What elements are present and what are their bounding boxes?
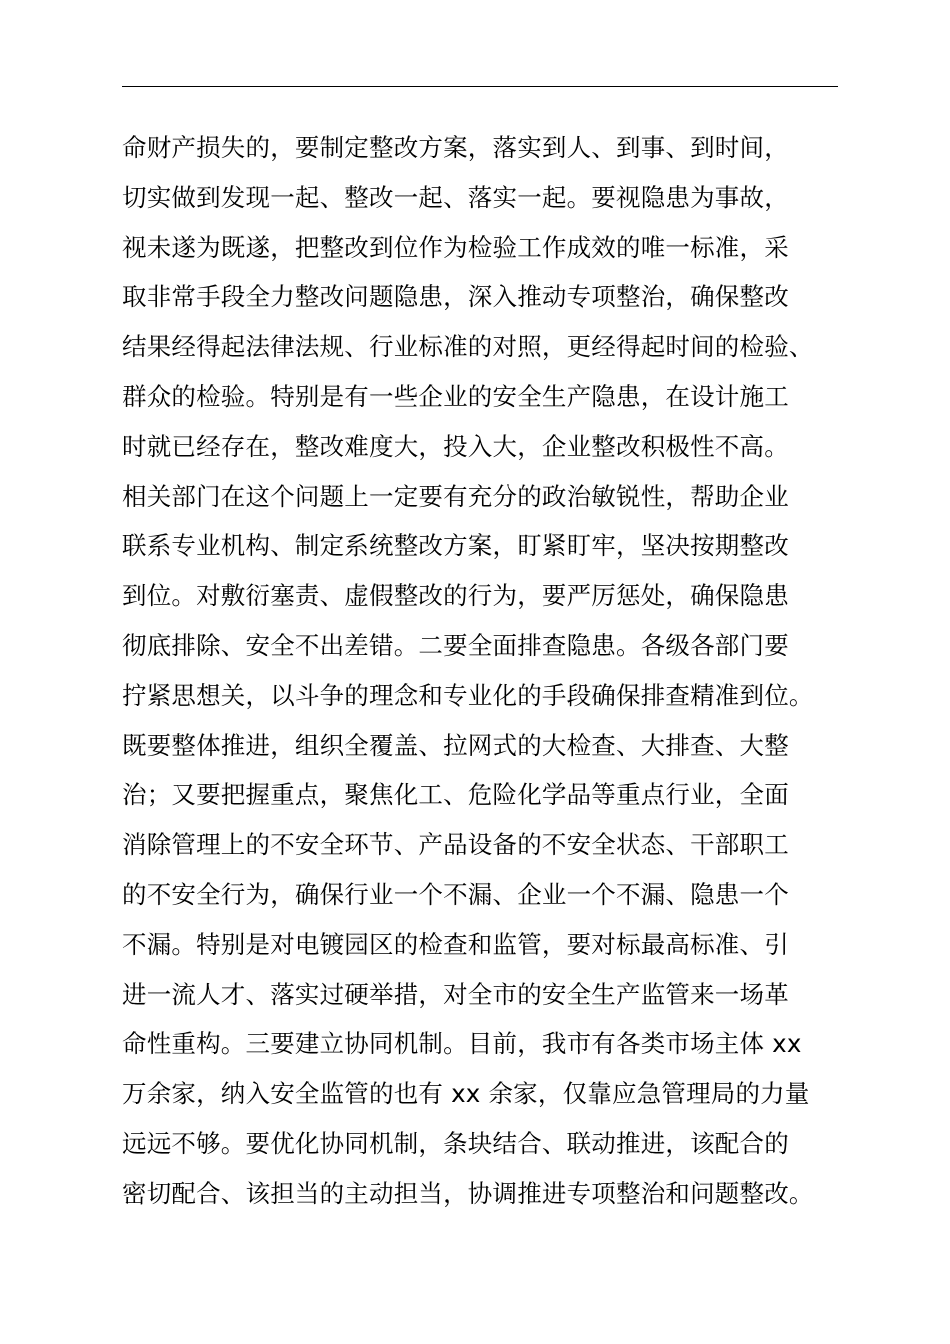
- text-line: 视未遂为既遂，把整改到位作为检验工作成效的唯一标准，采: [122, 232, 789, 262]
- text-line: 命财产损失的，要制定整改方案，落实到人、到事、到时间，: [122, 133, 789, 162]
- text-line: 命性重构。三要建立协同机制。目前，我市有各类市场主体 xx: [122, 1029, 802, 1059]
- text-line: 不漏。特别是对电镀园区的检查和监管，要对标最高标准、引: [122, 929, 789, 959]
- text-line: 结果经得起法律法规、行业标准的对照，更经得起时间的检验、: [122, 332, 814, 362]
- text-line: 相关部门在这个问题上一定要有充分的政治敏锐性，帮助企业: [122, 481, 789, 511]
- text-line: 到位。对敷衍塞责、虚假整改的行为，要严厉惩处，确保隐患: [122, 581, 789, 611]
- text-line: 治；又要把握重点，聚焦化工、危险化学品等重点行业，全面: [122, 780, 789, 810]
- text-line: 切实做到发现一起、整改一起、落实一起。要视隐患为事故，: [122, 182, 789, 212]
- text-line: 的不安全行为，确保行业一个不漏、企业一个不漏、隐患一个: [122, 879, 789, 909]
- text-line: 消除管理上的不安全环节、产品设备的不安全状态、干部职工: [122, 830, 789, 860]
- text-line: 万余家，纳入安全监管的也有 xx 余家，仅靠应急管理局的力量: [122, 1079, 810, 1109]
- text-line: 拧紧思想关，以斗争的理念和专业化的手段确保排查精准到位。: [122, 680, 814, 710]
- text-line: 进一流人才、落实过硬举措，对全市的安全生产监管来一场革: [122, 979, 789, 1009]
- body-paragraph: [122, 123, 852, 1219]
- text-line: 时就已经存在，整改难度大，投入大，企业整改积极性不高。: [122, 431, 789, 461]
- header-rule: [122, 86, 838, 87]
- text-line: 既要整体推进，组织全覆盖、拉网式的大检查、大排查、大整: [122, 730, 789, 760]
- text-line: 远远不够。要优化协同机制，条块结合、联动推进，该配合的: [122, 1128, 789, 1158]
- text-line: 密切配合、该担当的主动担当，协调推进专项整治和问题整改。: [122, 1178, 814, 1208]
- text-line: 彻底排除、安全不出差错。二要全面排查隐患。各级各部门要: [122, 630, 789, 660]
- text-line: 群众的检验。特别是有一些企业的安全生产隐患，在设计施工: [122, 381, 789, 411]
- text-line: 取非常手段全力整改问题隐患，深入推动专项整治，确保整改: [122, 282, 789, 312]
- text-line: 联系专业机构、制定系统整改方案，盯紧盯牢，坚决按期整改: [122, 531, 789, 561]
